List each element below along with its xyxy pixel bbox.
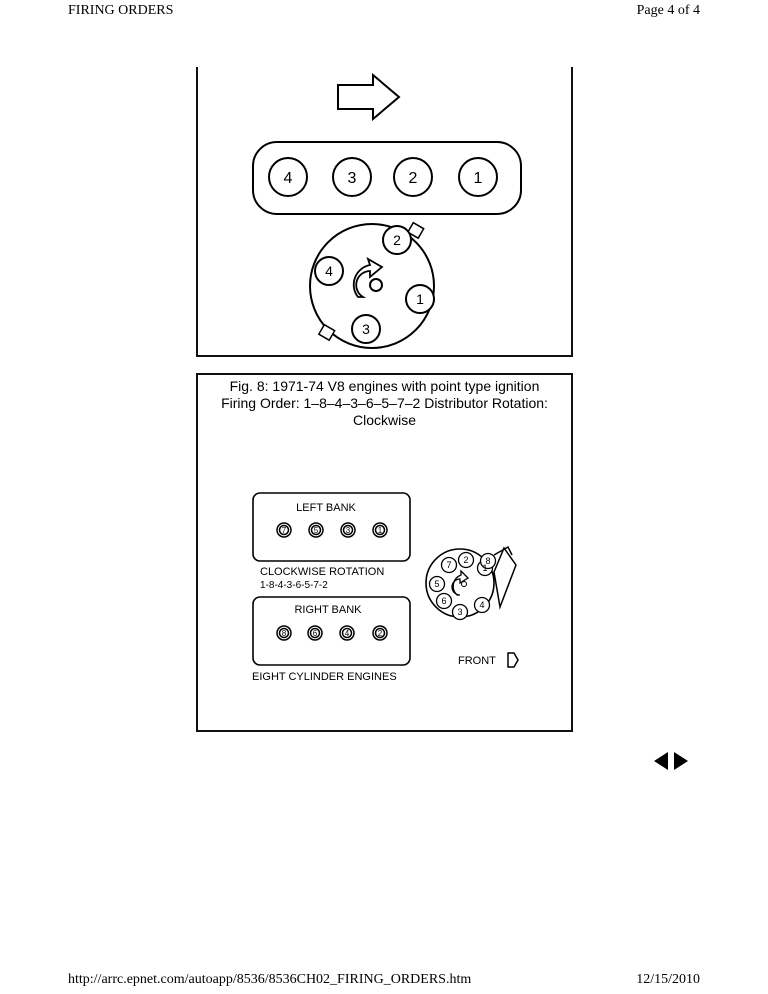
print-date: 12/15/2010 [636, 972, 700, 987]
terminal-label: 4 [325, 263, 333, 279]
cylinder-label: 1 [473, 170, 483, 187]
right-bank-label: RIGHT BANK [294, 604, 362, 616]
cylinder-label: 2 [377, 629, 383, 638]
cylinder-label: 8 [281, 629, 287, 638]
terminal-label: 3 [457, 607, 463, 617]
figure-caption-line: Firing Order: 1–8–4–3–6–5–7–2 Distributor Rotation: [221, 395, 548, 411]
terminal-label: 1 [416, 291, 424, 307]
terminal-label: 3 [362, 321, 370, 337]
page-navigation [654, 752, 688, 770]
terminal-label: 8 [485, 556, 491, 566]
page-header-title: FIRING ORDERS [68, 3, 174, 18]
cylinder-label: 3 [345, 526, 351, 535]
firing-order-label: 1-8-4-3-6-5-7-2 [260, 580, 328, 591]
page-url: http://arrc.epnet.com/autoapp/8536/8536CH02_FIRING_ORDERS.htm [68, 972, 472, 987]
distributor-vacuum-unit [494, 548, 516, 607]
terminal-label: 1 [482, 563, 488, 573]
rotor-center [370, 279, 382, 291]
terminal-label: 4 [479, 600, 485, 610]
cylinder-label: 2 [408, 170, 418, 187]
figure-caption-line: Fig. 8: 1971-74 V8 engines with point type ignition [229, 378, 540, 394]
terminal-label: 2 [463, 555, 469, 565]
cylinder-label: 5 [313, 526, 319, 535]
cylinder-label: 3 [347, 170, 357, 187]
front-arrow-icon [508, 653, 518, 667]
cylinder-label: 4 [344, 629, 350, 638]
terminal-label: 7 [446, 560, 452, 570]
rotation-arrow-icon [452, 571, 468, 595]
v8-firing-order-figure [196, 373, 573, 732]
front-label: FRONT [458, 655, 496, 667]
four-cylinder-diagram [198, 67, 571, 355]
terminal-label: 2 [393, 232, 401, 248]
four-cylinder-figure [196, 67, 573, 357]
distributor-clip [319, 325, 335, 341]
cylinder-label: 7 [281, 526, 287, 535]
cylinder-label: 6 [312, 629, 318, 638]
cylinder-label: 1 [377, 526, 383, 535]
v8-diagram [198, 375, 571, 730]
engines-label: EIGHT CYLINDER ENGINES [252, 671, 397, 683]
front-arrow-icon [338, 75, 399, 119]
terminal-label: 6 [441, 596, 447, 606]
previous-page-icon[interactable] [654, 752, 668, 770]
cylinder-label: 4 [283, 170, 293, 187]
rotor-center [462, 582, 467, 587]
left-bank-label: LEFT BANK [296, 502, 356, 514]
figure-caption-line: Clockwise [352, 412, 416, 428]
next-page-icon[interactable] [674, 752, 688, 770]
page-number: Page 4 of 4 [636, 3, 700, 18]
terminal-label: 5 [434, 579, 440, 589]
rotation-label: CLOCKWISE ROTATION [260, 566, 385, 578]
